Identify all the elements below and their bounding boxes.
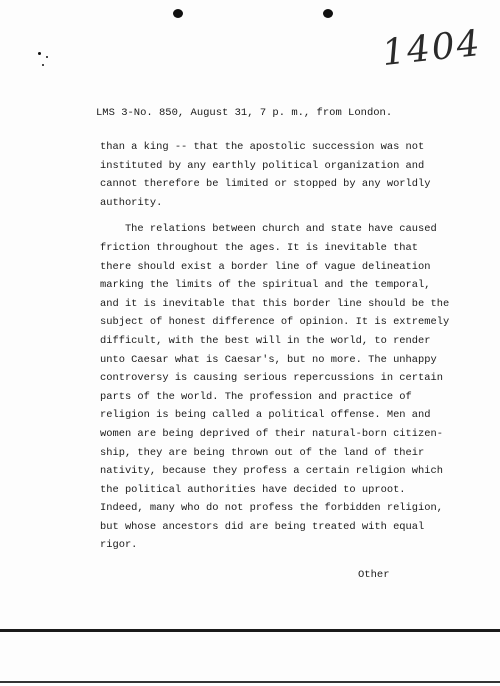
handwritten-file-number: 1404: [380, 22, 484, 75]
text-line: nativity, because they profess a certain religion which: [100, 465, 443, 478]
ink-speck: [38, 52, 41, 55]
text-line: the political authorities have decided to uproot.: [100, 483, 406, 496]
text-line: women are being deprived of their natural-born citizen-: [100, 427, 443, 440]
text-line: parts of the world. The profession and practice of: [100, 390, 412, 403]
text-line: ship, they are being thrown out of the land of their: [100, 446, 425, 459]
punch-hole-mark: [323, 9, 333, 18]
text-line: marking the limits of the spiritual and the temporal,: [100, 279, 431, 292]
text-line: The relations between church and state have caused: [100, 223, 437, 236]
text-line: religion is being called a political offense. Men and: [100, 409, 431, 422]
text-line: friction throughout the ages. It is inevitable that: [100, 241, 419, 254]
paragraph-gap: [100, 212, 480, 220]
page-bottom-edge: [0, 681, 500, 683]
text-line: and it is inevitable that this border line should be the: [100, 297, 450, 310]
text-line: there should exist a border line of vague delineation: [100, 260, 431, 273]
text-line: but whose ancestors did are being treated with equal: [100, 520, 425, 533]
punch-hole-mark: [173, 9, 183, 18]
text-line: controversy is causing serious repercussions in certain: [100, 372, 443, 385]
text-line: than a king -- that the apostolic succession was not: [100, 141, 425, 153]
scan-edge-line: [0, 629, 500, 632]
document-body: [100, 138, 480, 555]
text-line: rigor.: [100, 539, 138, 552]
telegram-header: LMS 3-No. 850, August 31, 7 p. m., from London.: [96, 107, 393, 119]
text-line: subject of honest difference of opinion. It is extremely: [100, 316, 450, 329]
text-line: unto Caesar what is Caesar's, but no more. The unhappy: [100, 353, 437, 366]
ink-speck: [46, 56, 48, 58]
catchword: Other: [358, 569, 390, 581]
text-line: difficult, with the best will in the world, to render: [100, 334, 431, 347]
text-line: authority.: [100, 196, 163, 209]
ink-speck: [42, 64, 44, 66]
text-line: instituted by any earthly political organization and: [100, 159, 425, 172]
text-line: cannot therefore be limited or stopped by any worldly: [100, 178, 431, 191]
text-line: Indeed, many who do not profess the forbidden religion,: [100, 502, 443, 515]
